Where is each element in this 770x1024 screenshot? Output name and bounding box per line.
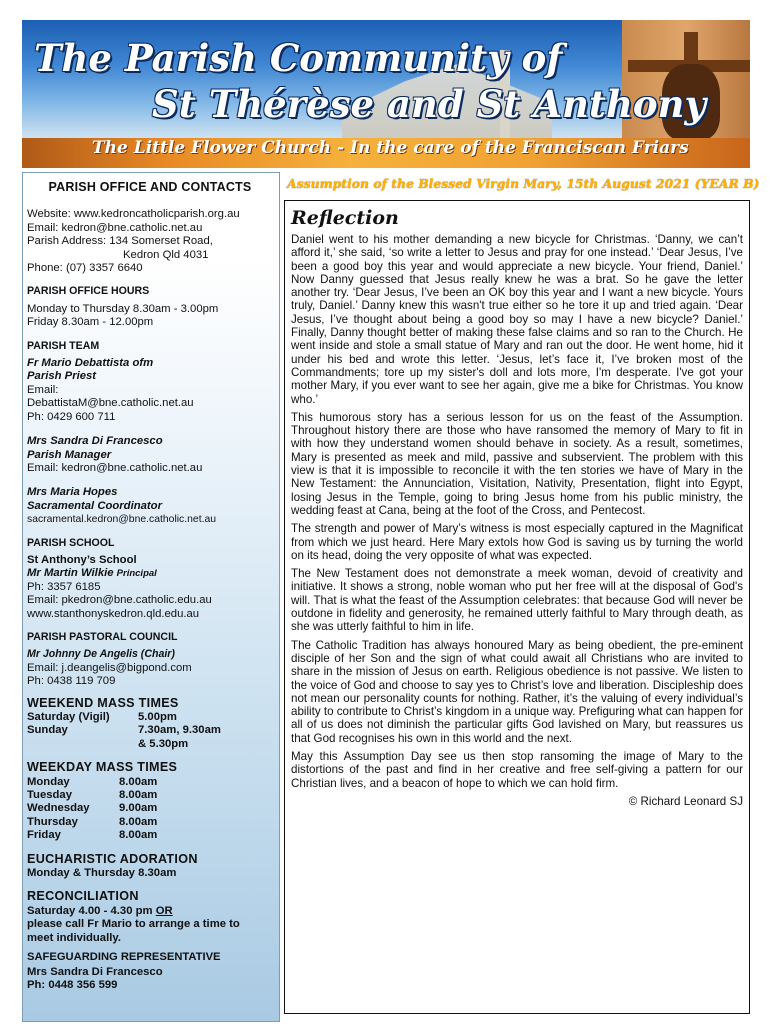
adoration-heading: EUCHARISTIC ADORATION: [27, 851, 198, 866]
council-chair: Mr Johnny De Angelis (Chair): [27, 648, 175, 661]
email-text: Email: kedron@bne.catholic.net.au: [27, 221, 203, 234]
website-text: Website: www.kedroncatholicparish.org.au: [27, 208, 240, 221]
reflection-paragraph: The Catholic Tradition has always honoured Mary as being obedient, the pre-eminent disciple of her Son and the sign of what could await all Christians who are invited to share in the mission of Jesus on earth. Religious obedience is not passive. We listen to the voice of God and choose to say yes to Christ’s love and liberation. Discipleship does not mean our personality counts for nothing. Rather, it’s the valuing of every individual’s ability to contribute to Christ’s kingdom in a unique way. Prefiguring what can happen for all of us does not diminish the particular gifts God lavished on Mary, but reassures us that God recognises his own in this world and the next.: [291, 638, 743, 745]
reflection-signature: © Richard Leonard SJ: [628, 794, 743, 808]
office-hours-line2: Friday 8.30am - 12.00pm: [27, 316, 154, 329]
mass-day: Monday: [27, 775, 70, 788]
weekend-mass-row: [27, 711, 273, 724]
principal-line: [27, 567, 273, 580]
pastoral-council-heading: PARISH PASTORAL COUNCIL: [27, 630, 178, 643]
weekday-mass-row: [27, 829, 273, 842]
adoration-time: Monday & Thursday 8.30am: [27, 867, 177, 880]
weekday-mass-row: [27, 816, 273, 829]
mass-time: 8.00am: [119, 829, 158, 842]
header-banner: [22, 20, 750, 168]
feast-date-line: Assumption of the Blessed Virgin Mary, 15th August 2021 (YEAR B): [287, 176, 760, 191]
mass-time: & 5.30pm: [138, 737, 189, 750]
reconciliation-line: [27, 905, 273, 918]
mass-time: 5.00pm: [138, 711, 177, 723]
parish-title-line1: The Parish Community of: [34, 36, 563, 80]
office-hours-heading: PARISH OFFICE HOURS: [27, 285, 150, 298]
coordinator-name: Mrs Maria Hopes: [27, 486, 118, 499]
reconciliation-note1: please call Fr Mario to arrange a time to: [27, 918, 240, 931]
reflection-box: [284, 200, 750, 1014]
parish-team-heading: PARISH TEAM: [27, 339, 100, 352]
reflection-paragraph: May this Assumption Day see us then stop ransoming the image of Mary to the distortions of the past and find in her creative and free self-giving a pattern for our Christian lives, and a beacon of hope to which we can hold firm.: [291, 749, 743, 790]
school-email: Email: pkedron@bne.catholic.edu.au: [27, 594, 212, 607]
reflection-paragraph: The New Testament does not demonstrate a meek woman, devoid of creativity and initiative. It shows a strong, noble woman who put her free will at the disposal of God's will. That is what the feast of the Assumption celebrates: that because God will never be outdone in fidelity and generosity, he remained utterly faithful to Mary through death, as she was utterly faithful to him in life.: [291, 567, 743, 634]
phone-text: Phone: (07) 3357 6640: [27, 262, 143, 275]
priest-name: Fr Mario Debattista ofm: [27, 357, 154, 370]
school-name: St Anthony’s School: [27, 553, 137, 566]
mass-day: Sunday: [27, 724, 68, 737]
mass-day: Thursday: [27, 815, 78, 828]
address-line2: Kedron Qld 4031: [123, 248, 209, 261]
office-hours-line1: Monday to Thursday 8.30am - 3.00pm: [27, 302, 219, 315]
weekend-mass-row: [27, 724, 273, 737]
parish-school-heading: PARISH SCHOOL: [27, 536, 115, 549]
priest-email-label: Email:: [27, 383, 59, 396]
mass-time: 8.00am: [119, 789, 158, 802]
weekday-mass-heading: WEEKDAY MASS TIMES: [27, 760, 178, 775]
council-email: Email: j.deangelis@bigpond.com: [27, 661, 192, 674]
weekend-mass-row: [27, 738, 273, 751]
reconciliation-heading: RECONCILIATION: [27, 889, 139, 904]
parish-title-line2: St Thérèse and St Anthony: [152, 82, 706, 126]
address-line1: Parish Address: 134 Somerset Road,: [27, 235, 213, 248]
priest-role: Parish Priest: [27, 370, 97, 383]
reflection-paragraph: Daniel went to his mother demanding a new bicycle for Christmas. ‘Danny, we can’t afford it,’ she said, ‘so write a letter to Jesus and pray for one instead.’ ‘Dear Jesus, I’ve been a good boy this year and would appreciate a new bicycle. Your friend, Daniel.’ Now Danny guessed that Jesus really knew he was a brat. So he gave the letter another try. ‘Dear Jesus, I’ve been an OK boy this year and I want a new bicycle. Yours truly, Daniel.’ Danny knew this wasn't true either so he tore it up and tried again. ‘Dear Jesus, I’ve thought about being a good boy so may I have a new bicycle? Daniel.’ Finally, Danny thought better of making these false claims and so ran to the Church. He went inside and stole a small statue of Mary and ran out the door. He went home, hid it under his bed and wrote this letter. ‘Jesus, let’s face it, I’ve broken most of the Commandments; tore up my sister's doll and lots more, I'm desperate. I've got your mother Mary, if you ever want to see her again, give me a bike for Christmas. You know who.’: [291, 233, 743, 406]
weekend-mass-heading: WEEKEND MASS TIMES: [27, 695, 179, 710]
mass-day: Friday: [27, 829, 61, 842]
priest-email: DebattistaM@bne.catholic.net.au: [27, 397, 194, 410]
principal-name: Mr Martin Wilkie: [27, 567, 114, 580]
weekday-mass-row: [27, 776, 273, 789]
contacts-sidebar: [22, 172, 280, 1022]
reconciliation-or: OR: [155, 904, 173, 917]
manager-role: Parish Manager: [27, 448, 112, 461]
priest-phone: Ph: 0429 600 711: [27, 410, 116, 423]
school-phone: Ph: 3357 6185: [27, 580, 101, 593]
coordinator-email: sacramental.kedron@bne.catholic.net.au: [27, 514, 217, 526]
mass-day: Tuesday: [27, 789, 72, 802]
reconciliation-note2: meet individually.: [27, 931, 121, 944]
safeguarding-phone: Ph: 0448 356 599: [27, 978, 118, 991]
reflection-paragraph: This humorous story has a serious lesson for us on the feast of the Assumption. Throughout history there are those who have ransomed the memory of Mary to fit in with how they understand women should behave in society. As a result, sometimes, Mary is presented as meek and mild, passive and subservient. The problem with this view is that it is impossible to reconcile it with the ten stories we have of Mary in the New Testament: the Annunciation, Visitation, Nativity, Presentation, flight into Egypt, losing Jesus in the Temple, going to bring Jesus home from his public ministry, the wedding feast at Cana, being at the foot of the Cross, and Pentecost.: [291, 410, 743, 517]
sidebar-title: PARISH OFFICE AND CONTACTS: [48, 180, 252, 194]
reconciliation-time: Saturday 4.00 - 4.30 pm: [27, 904, 153, 917]
weekday-mass-row: [27, 789, 273, 802]
principal-role: Principal: [116, 568, 157, 580]
safeguarding-heading: SAFEGUARDING REPRESENTATIVE: [27, 951, 221, 964]
mass-time: 8.00am: [119, 815, 158, 828]
parish-subtitle: The Little Flower Church - In the care of the Franciscan Friars: [92, 138, 689, 158]
mass-time: 9.00am: [119, 802, 158, 815]
council-phone: Ph: 0438 119 709: [27, 675, 116, 688]
manager-email: Email: kedron@bne.catholic.net.au: [27, 461, 203, 474]
safeguarding-name: Mrs Sandra Di Francesco: [27, 965, 163, 978]
reflection-title: Reflection: [291, 207, 399, 229]
weekday-mass-row: [27, 802, 273, 815]
school-website: www.stanthonyskedron.qld.edu.au: [27, 607, 200, 620]
mass-day: Saturday (Vigil): [27, 711, 110, 723]
mass-time: 7.30am, 9.30am: [138, 724, 221, 737]
coordinator-role: Sacramental Coordinator: [27, 499, 162, 512]
mass-day: Wednesday: [27, 802, 90, 815]
mass-day: [27, 738, 138, 751]
mass-time: 8.00am: [119, 775, 158, 788]
manager-name: Mrs Sandra Di Francesco: [27, 435, 163, 448]
reflection-paragraph: The strength and power of Mary’s witness is most especially captured in the Magnificat from which we just heard. Here Mary extols how God is saving us by turning the world on its head, doing the very opposite of what was expected.: [291, 522, 743, 562]
